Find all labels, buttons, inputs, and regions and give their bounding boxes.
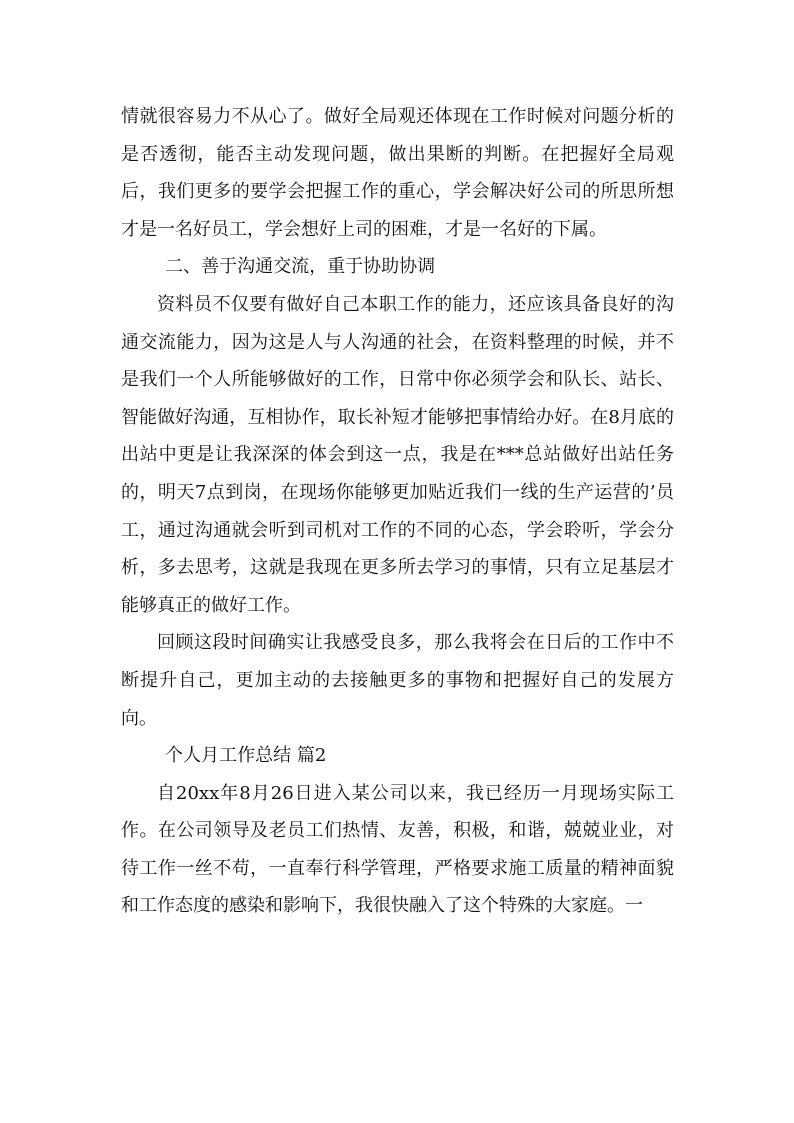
article-heading: 个人月工作总结 篇2 — [165, 745, 327, 767]
document-body — [121, 98, 674, 925]
section-heading: 二、善于沟通交流，重于协助协调 — [165, 256, 436, 278]
paragraph: 回顾这段时间确实让我感受良多，那么我将会在日后的工作中不断提升自己，更加主动的去接触更多的事物和把握好自己的发展方向。 — [121, 632, 674, 729]
paragraph: 自20xx年8月26日进入某公司以来，我已经历一月现场实际工作。在公司领导及老员工们热情、友善，积极，和谐，兢兢业业，对待工作一丝不苟，一直奉行科学管理，严格要求施工质量的精神面貌和工作态度的感染和影响下，我很快融入了这个特殊的大家庭。一 — [121, 782, 674, 917]
paragraph-continued: 情就很容易力不从心了。做好全局观还体现在工作时候对问题分析的是否透彻，能否主动发现问题，做出果断的判断。在把握好全局观后，我们更多的要学会把握工作的重心，学会解决好公司的所思所想才是一名好员工，学会想好上司的困难，才是一名好的下属。 — [121, 106, 674, 240]
paragraph: 资料员不仅要有做好自己本职工作的能力，还应该具备良好的沟通交流能力，因为这是人与人沟通的社会，在资料整理的时候，并不是我们一个人所能够做好的工作，日常中你必须学会和队长、站长、智能做好沟通，互相协作，取长补短才能够把事情给办好。在8月底的出站中更是让我深深的体会到这一点，我是在***总站做好出站任务的，明天7点到岗，在现场你能够更加贴近我们一线的生产运营的’员工，通过沟通就会听到司机对工作的不同的心态，学会聆听，学会分析，多去思考，这就是我现在更多所去学习的事情，只有立足基层才能够真正的做好工作。 — [121, 293, 674, 616]
